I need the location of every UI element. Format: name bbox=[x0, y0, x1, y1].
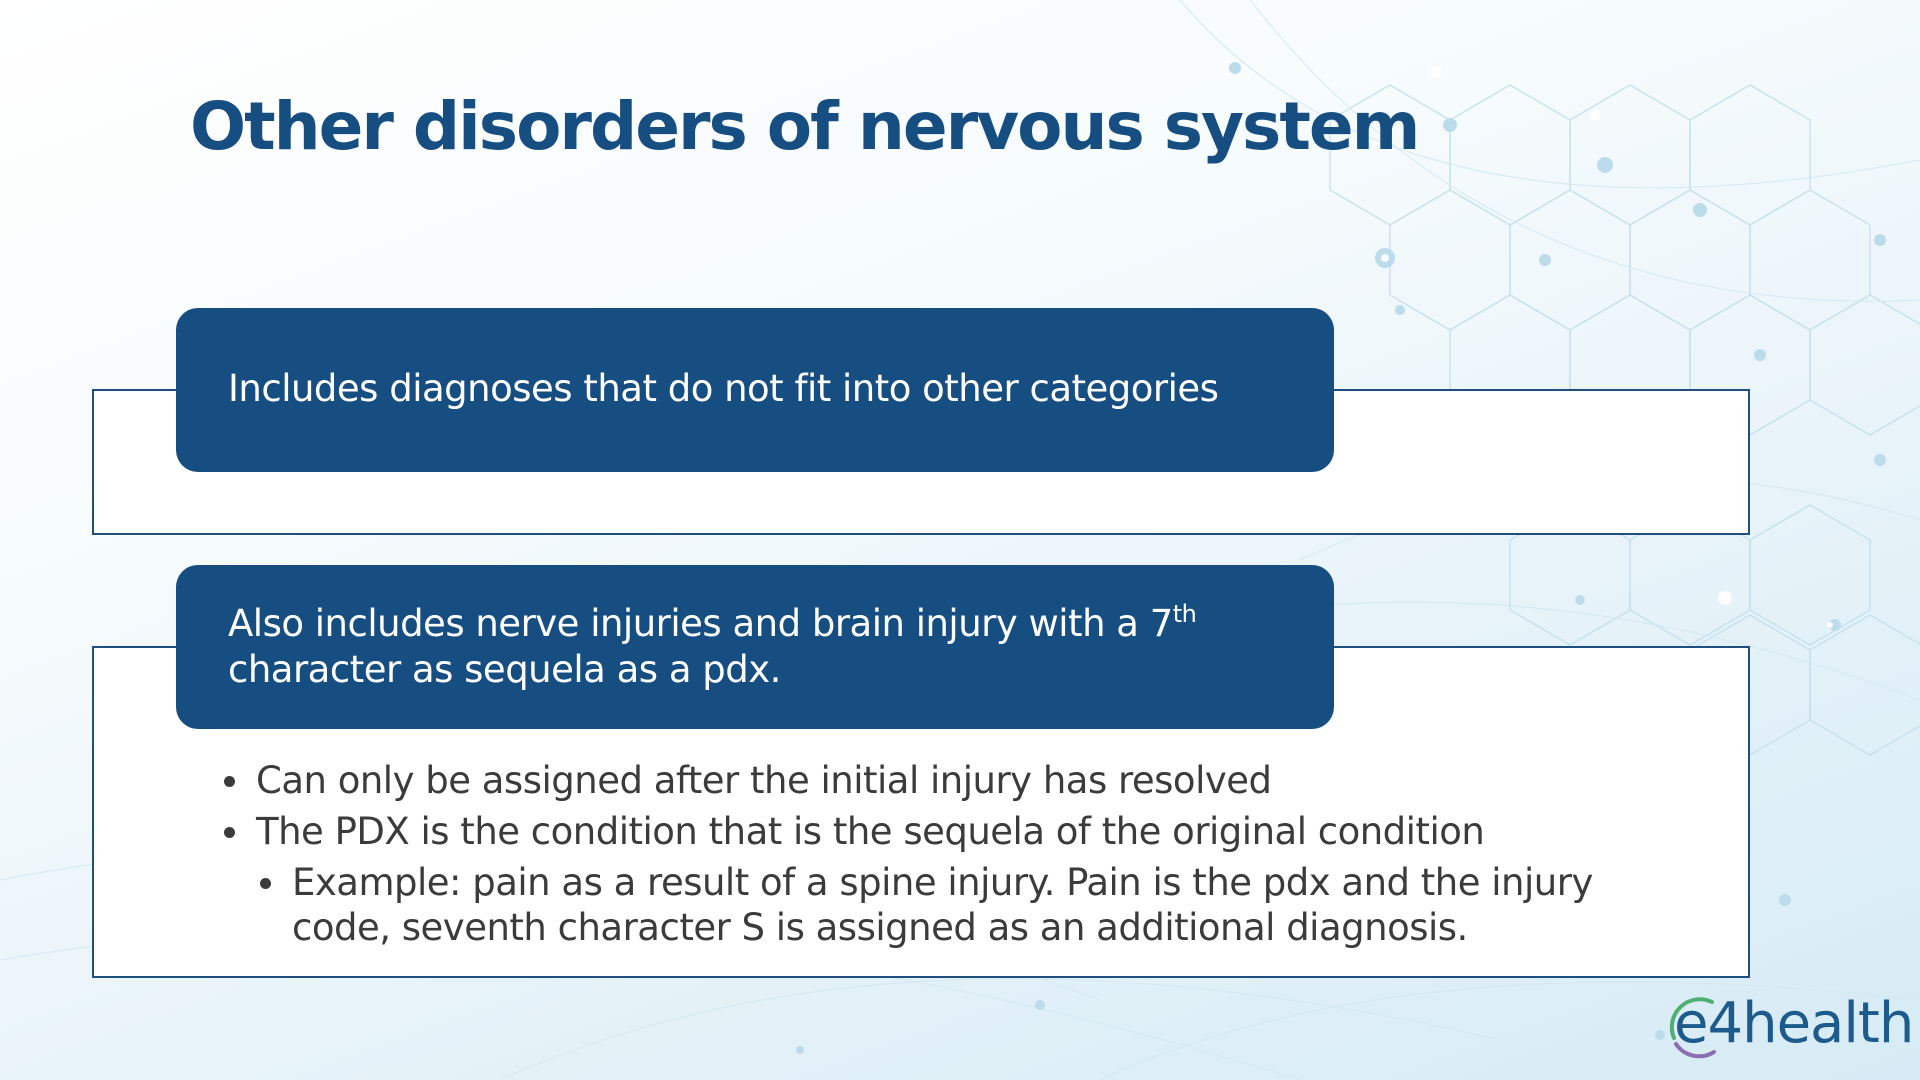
sub-list-item bbox=[256, 860, 1700, 950]
list-item: Can only be assigned after the initial injury has resolved bbox=[220, 758, 1700, 803]
slide-title: Other disorders of nervous system bbox=[190, 88, 1419, 165]
sub-item-line1: Example: pain as a result of a spine injury. Pain is the pdx and the injury bbox=[292, 861, 1593, 904]
ordinal-suffix: th bbox=[1172, 600, 1197, 628]
e4health-logo bbox=[1664, 990, 1914, 1060]
box-header-sequela bbox=[176, 565, 1334, 729]
logo-wordmark: e4health bbox=[1674, 991, 1914, 1056]
box-header-text-line2: character as sequela as a pdx. bbox=[228, 648, 781, 691]
header-line1-text: Also includes nerve injuries and brain injury with a 7 bbox=[228, 602, 1173, 645]
list-item: The PDX is the condition that is the sequela of the original condition bbox=[220, 809, 1700, 854]
bullet-list bbox=[220, 758, 1700, 956]
box-header-general bbox=[176, 308, 1334, 472]
sub-item-line2: code, seventh character S is assigned as an additional diagnosis. bbox=[292, 906, 1468, 949]
box-header-text-line1 bbox=[228, 601, 1294, 647]
box-header-text: Includes diagnoses that do not fit into other categories bbox=[228, 367, 1219, 410]
